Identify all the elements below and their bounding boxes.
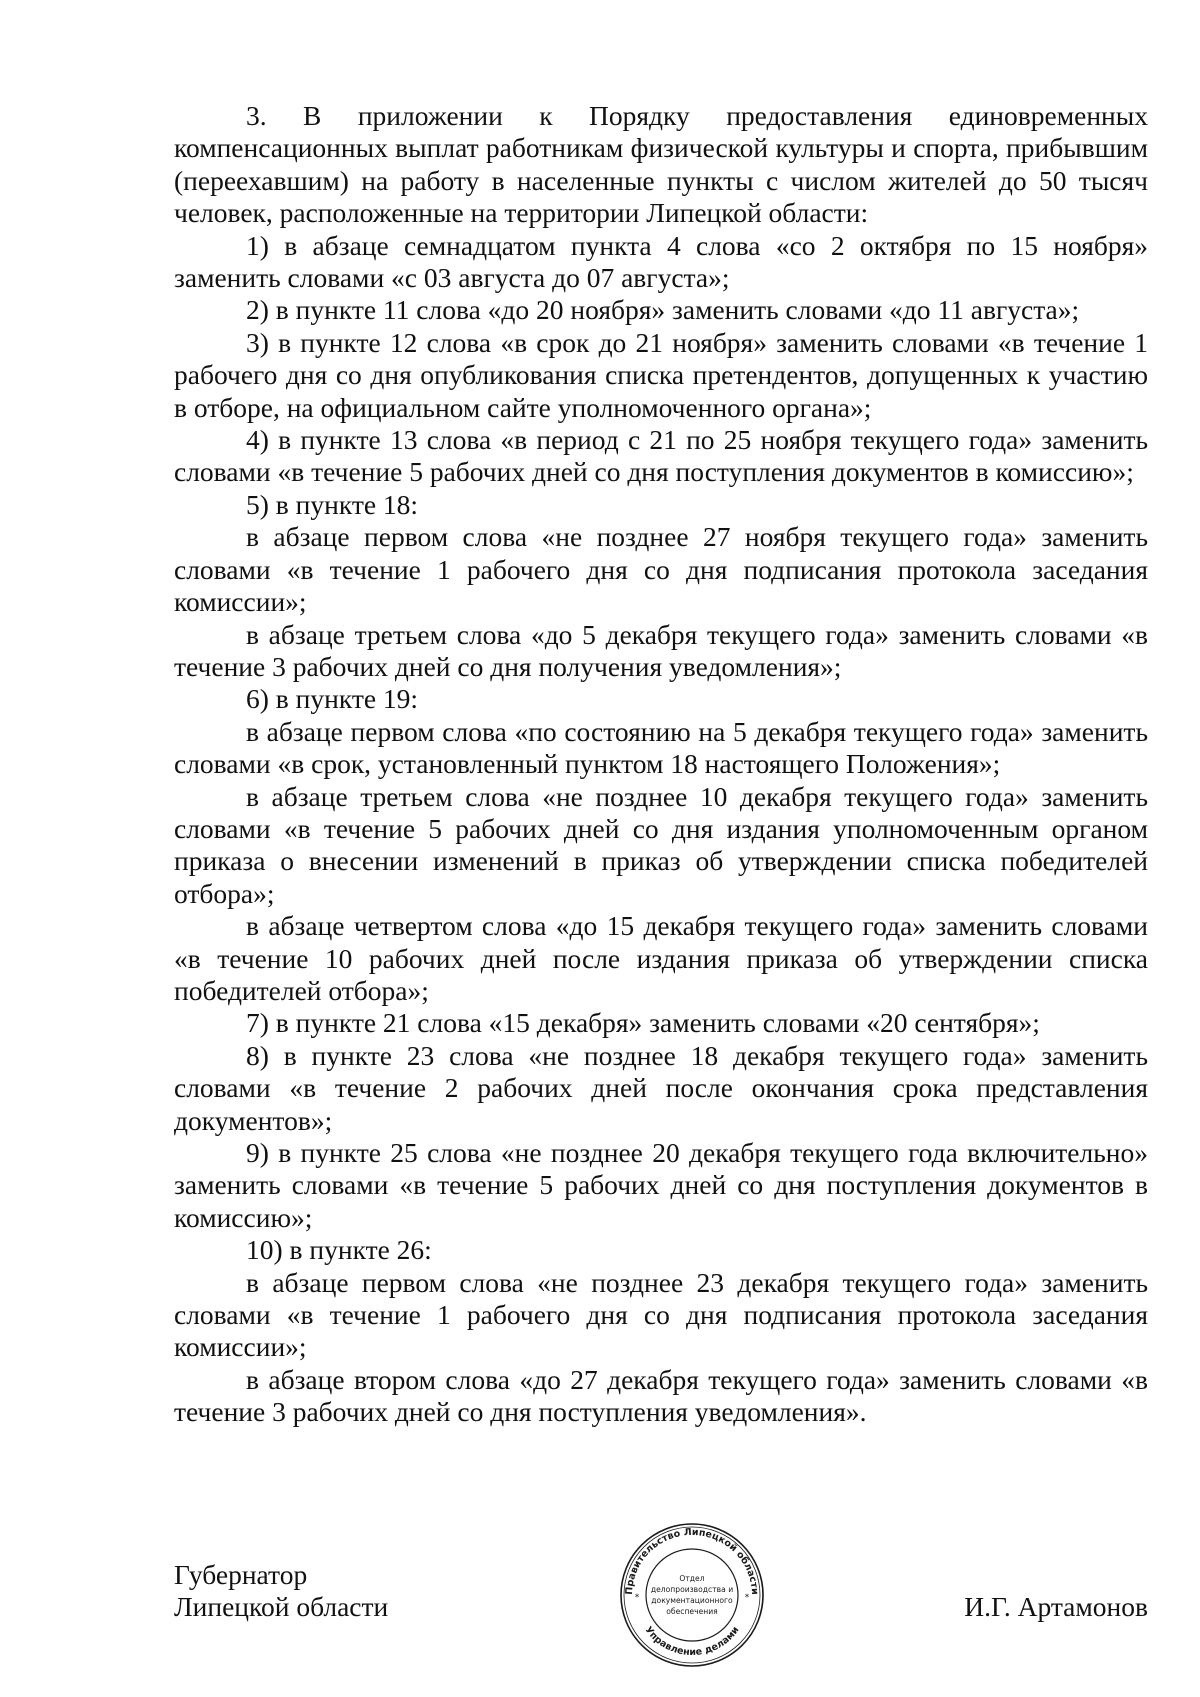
paragraph-26-abzac-1: в абзаце первом слова «не позднее 23 декабря текущего года» заменить словами «в течение 1 рабочего дня со дня подписания протокола заседания комиссии»; [174, 1266, 1148, 1363]
svg-text:документационного: документационного [651, 1596, 733, 1605]
svg-text:*: * [744, 1593, 750, 1603]
stamp-seal-image [618, 1521, 766, 1669]
svg-text:обеспечения: обеспечения [666, 1607, 718, 1616]
paragraph-subitem-4: 4) в пункте 13 слова «в период с 21 по 25 ноября текущего года» заменить словами «в течение 5 рабочих дней со дня поступления документов в комиссию»; [174, 424, 1148, 488]
signatory-position-line1: Губернатор [174, 1559, 308, 1590]
signatory-position [174, 1559, 388, 1624]
paragraph-18-abzac-3: в абзаце третьем слова «до 5 декабря текущего года» заменить словами «в течение 3 рабочих дней со дня получения уведомления»; [174, 618, 1148, 682]
paragraph-subitem-5: 5) в пункте 18: [246, 488, 419, 520]
svg-text:Правительство Липецкой области: Правительство Липецкой области [623, 1526, 761, 1596]
paragraph-19-abzac-4: в абзаце четвертом слова «до 15 декабря текущего года» заменить словами «в течение 10 рабочих дней после издания приказа об утверждении списка победителей отбора»; [174, 910, 1148, 1006]
paragraph-subitem-8: 8) в пункте 23 слова «не позднее 18 декабря текущего года» заменить словами «в течение 2 рабочих дней после окончания срока представления документов»; [174, 1039, 1148, 1136]
paragraph-26-abzac-2: в абзаце втором слова «до 27 декабря текущего года» заменить словами «в течение 3 рабочих дней со дня поступления уведомления». [174, 1363, 1148, 1428]
paragraph-19-abzac-3: в абзаце третьем слова «не позднее 10 декабря текущего года» заменить словами «в течение 5 рабочих дней со дня издания уполномоченным органом приказа о внесении изменений в приказ об утверждении списка победителей отбора»; [174, 780, 1148, 909]
paragraph-subitem-10: 10) в пункте 26: [246, 1234, 432, 1266]
document-body [174, 100, 1148, 1429]
svg-text:делопроизводства и: делопроизводства и [650, 1585, 734, 1594]
svg-text:Управление делами: Управление делами [642, 1624, 742, 1659]
svg-text:Отдел: Отдел [679, 1574, 705, 1583]
paragraph-subitem-2: 2) в пункте 11 слова «до 20 ноября» заменить словами «до 11 августа»; [246, 294, 1080, 326]
signatory-name: И.Г. Артамонов [964, 1591, 1148, 1622]
paragraph-subitem-1: 1) в абзаце семнадцатом пункта 4 слова «со 2 октября по 15 ноября» заменить словами «с 03 августа до 07 августа»; [174, 229, 1148, 294]
paragraph-19-abzac-1: в абзаце первом слова «по состоянию на 5 декабря текущего года» заменить словами «в срок, установленный пунктом 18 настоящего Положения»; [174, 715, 1148, 780]
paragraph-subitem-6: 6) в пункте 19: [246, 683, 419, 715]
paragraph-subitem-7: 7) в пункте 21 слова «15 декабря» заменить словами «20 сентября»; [246, 1007, 1040, 1039]
paragraph-item3-intro: 3. В приложении к Порядку предоставления единовременных компенсационных выплат работникам физической культуры и спорта, прибывшим (переехавшим) на работу в населенные пункты с числом жителей до 50 тысяч человек, расположенные на территории Липецкой области: [174, 100, 1148, 229]
official-stamp [618, 1521, 766, 1669]
svg-text:*: * [634, 1593, 640, 1603]
paragraph-subitem-9: 9) в пункте 25 слова «не позднее 20 декабря текущего года включительно» заменить словами «в течение 5 рабочих дней со дня поступления документов в комиссию»; [174, 1137, 1148, 1233]
paragraph-18-abzac-1: в абзаце первом слова «не позднее 27 ноября текущего года» заменить словами «в течение 1 рабочего дня со дня подписания протокола заседания комиссии»; [174, 521, 1148, 618]
signatory-position-line2: Липецкой области [174, 1591, 389, 1623]
paragraph-subitem-3: 3) в пункте 12 слова «в срок до 21 ноября» заменить словами «в течение 1 рабочего дня со дня опубликования списка претендентов, допущенных к участию в отборе, на официальном сайте уполномоченного органа»; [174, 326, 1148, 423]
